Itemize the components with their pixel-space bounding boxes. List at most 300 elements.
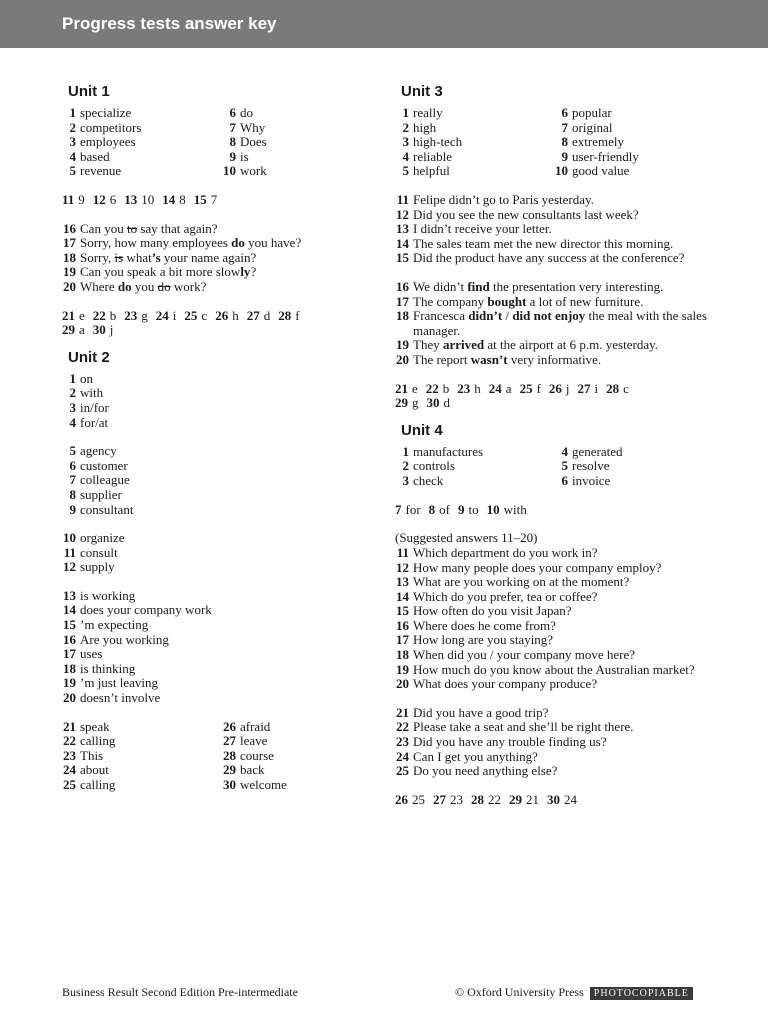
bold-word: ’s — [151, 249, 161, 265]
answer-item — [554, 135, 639, 150]
answer-number: 4 — [402, 148, 409, 164]
answer-item — [395, 648, 715, 663]
answer-number: 23 — [124, 307, 138, 323]
answer-pair — [62, 323, 85, 338]
answer-item — [395, 353, 715, 368]
bold-word: arrived — [442, 337, 485, 353]
answer-number: 26 — [223, 718, 236, 734]
answer-text: i — [172, 307, 177, 323]
answer-number: 6 — [229, 105, 236, 120]
answer-text: good value — [572, 163, 630, 179]
answer-text: to — [468, 501, 479, 517]
answer-item — [222, 749, 287, 764]
answer-text: competitors — [80, 119, 142, 135]
answer-text — [80, 250, 256, 265]
answer-text: uses — [80, 646, 103, 662]
answer-item — [395, 208, 715, 223]
answer-text — [80, 279, 206, 294]
answer-number: 25 — [519, 380, 533, 396]
answer-pair — [194, 193, 218, 208]
answer-pair — [509, 793, 539, 808]
answer-pair — [429, 503, 450, 518]
answer-text: Does — [240, 134, 267, 150]
footer-book-title: Business Result Second Edition Pre-intermediate — [62, 985, 298, 999]
answer-item — [62, 121, 141, 136]
answer-number: 4 — [561, 443, 568, 459]
answer-text: Do you need anything else? — [413, 763, 558, 779]
answer-number: 30 — [92, 322, 106, 338]
answer-number: 17 — [396, 293, 409, 309]
answer-text: 9 — [78, 192, 85, 207]
answer-number: 19 — [396, 661, 409, 677]
answer-text: invoice — [572, 472, 611, 488]
answer-number: 3 — [402, 472, 409, 488]
answer-pair — [433, 793, 463, 808]
answer-number: 26 — [548, 380, 562, 396]
text-run: work? — [170, 278, 207, 294]
answer-item — [395, 590, 715, 605]
answer-text: for — [405, 501, 421, 517]
text-run: Can you — [80, 220, 127, 236]
answer-item — [62, 691, 392, 706]
answer-text: b — [109, 307, 117, 323]
answer-number: 2 — [69, 119, 76, 135]
answer-item — [62, 676, 392, 691]
answer-text: ’m expecting — [80, 617, 149, 633]
answer-item — [62, 459, 392, 474]
answer-number: 4 — [69, 414, 76, 430]
answer-number: 9 — [69, 501, 76, 517]
answer-text — [80, 264, 256, 279]
answer-text: does your company work — [80, 602, 212, 618]
answer-item — [395, 121, 462, 136]
answer-text: based — [80, 148, 110, 164]
answer-item — [62, 503, 392, 518]
unit4-section-b — [395, 503, 715, 518]
answer-text: j — [109, 322, 114, 338]
answer-number: 17 — [63, 235, 76, 251]
answer-text: work — [240, 163, 267, 179]
unit2-section-b — [62, 444, 392, 517]
answer-text: 24 — [564, 791, 577, 807]
answer-item — [62, 280, 392, 295]
answer-number: 17 — [63, 646, 76, 662]
answer-text: agency — [80, 443, 117, 459]
answer-number: 8 — [428, 501, 436, 517]
answer-pair — [62, 309, 85, 324]
answer-number: 9 — [561, 148, 568, 164]
text-run: Sorry, how many employees — [80, 235, 232, 251]
answer-number: 27 — [577, 380, 591, 396]
answer-item — [62, 749, 115, 764]
answer-item — [62, 662, 392, 677]
answer-number: 19 — [63, 675, 76, 691]
answer-number: 6 — [69, 457, 76, 473]
answer-text — [413, 279, 663, 294]
answer-item — [395, 164, 462, 179]
answer-number: 15 — [396, 603, 409, 619]
answer-item — [395, 663, 715, 678]
answer-number: 17 — [396, 632, 409, 648]
answer-item — [554, 445, 623, 460]
answer-text: Why — [240, 119, 266, 135]
answer-number: 18 — [396, 308, 409, 324]
answer-text: resolve — [572, 458, 610, 474]
answer-number: 13 — [396, 574, 409, 590]
answer-number: 30 — [223, 777, 236, 792]
answer-item — [395, 193, 715, 208]
text-run: your name again? — [160, 249, 257, 265]
answer-text: calling — [80, 733, 116, 749]
answer-number: 14 — [63, 602, 76, 618]
answer-number: 13 — [63, 587, 76, 603]
answer-text: reliable — [413, 148, 452, 164]
answer-pair — [395, 503, 421, 518]
struck-word: do — [157, 278, 171, 294]
answer-text: calling — [80, 777, 116, 792]
answer-text: b — [442, 380, 450, 396]
answer-number: 23 — [396, 734, 409, 750]
answer-number: 3 — [69, 134, 76, 150]
answer-text: is working — [80, 587, 136, 603]
answer-pair — [471, 793, 501, 808]
unit1-section-c — [62, 222, 392, 295]
answer-pair — [184, 309, 207, 324]
answer-number: 5 — [561, 458, 568, 474]
answer-number: 11 — [63, 544, 76, 560]
answer-number: 1 — [402, 443, 409, 459]
answer-number: 15 — [63, 617, 76, 633]
answer-text: j — [565, 380, 570, 396]
text-run: a lot of new furniture. — [526, 293, 644, 309]
answer-text: manufactures — [413, 443, 484, 459]
answer-item — [395, 619, 715, 634]
answer-item — [395, 459, 483, 474]
answer-number: 2 — [402, 458, 409, 474]
answer-pair — [124, 193, 154, 208]
answer-pair — [458, 503, 479, 518]
answer-number: 16 — [63, 220, 76, 236]
answer-text: g — [412, 395, 419, 411]
answer-pair — [93, 193, 117, 208]
answer-number: 22 — [425, 380, 439, 396]
answer-text: This — [80, 747, 104, 763]
answer-item — [554, 121, 639, 136]
answer-number: 16 — [396, 617, 409, 633]
answer-number: 24 — [63, 762, 76, 778]
answer-item — [62, 251, 392, 266]
answer-number: 23 — [457, 380, 471, 396]
answer-item — [62, 546, 392, 561]
answer-item — [62, 603, 392, 618]
answer-item — [395, 251, 715, 266]
answer-item — [395, 706, 715, 721]
text-run: what — [123, 249, 152, 265]
answer-number: 22 — [92, 307, 106, 323]
answer-item — [62, 135, 141, 150]
answer-number: 24 — [396, 748, 409, 764]
answer-number: 13 — [124, 192, 138, 207]
answer-item — [395, 106, 462, 121]
answer-item — [62, 265, 392, 280]
answer-number: 11 — [396, 544, 409, 560]
answer-text: organize — [80, 530, 125, 546]
answer-number: 22 — [396, 719, 409, 735]
answer-number: 21 — [395, 380, 408, 396]
bold-word: find — [467, 278, 490, 294]
answer-number: 29 — [62, 322, 75, 338]
bold-word: ly — [240, 264, 251, 280]
answer-pair — [156, 309, 177, 324]
answer-item — [62, 647, 392, 662]
answer-number: 5 — [69, 443, 76, 459]
answer-number: 8 — [69, 486, 76, 502]
answer-item — [62, 473, 392, 488]
answer-text: How many people does your company employ? — [413, 559, 662, 575]
text-run: you — [131, 278, 158, 294]
answer-number: 29 — [395, 395, 408, 411]
answer-number: 10 — [486, 501, 500, 517]
unit4-heading: Unit 4 — [401, 421, 443, 439]
answer-text: Which department do you work in? — [413, 544, 598, 560]
answer-text: really — [413, 105, 443, 120]
answer-number: 14 — [162, 192, 176, 207]
text-run: We didn’t — [413, 278, 468, 294]
answer-number: 29 — [509, 791, 522, 807]
answer-text: do — [240, 105, 253, 120]
answer-item — [554, 474, 623, 489]
bold-word: did not enjoy — [512, 308, 586, 324]
answer-text: What are you working on at the moment? — [413, 574, 630, 590]
answer-text: on — [80, 370, 93, 386]
answer-item — [395, 677, 715, 692]
photocopiable-badge: PHOTOCOPIABLE — [590, 987, 693, 1000]
answer-number: 12 — [396, 559, 409, 575]
unit1-section-d-line1 — [62, 309, 392, 324]
answer-item — [62, 236, 392, 251]
answer-number: 30 — [547, 791, 560, 807]
answer-item — [395, 604, 715, 619]
answer-text: Please take a seat and she’ll be right there. — [413, 719, 634, 735]
answer-number: 11 — [62, 192, 75, 207]
answer-item — [62, 444, 392, 459]
answer-text: supplier — [80, 486, 122, 502]
answer-text: consult — [80, 544, 118, 560]
unit1-section-d-line2 — [62, 323, 392, 338]
bold-word: do — [231, 235, 245, 251]
answer-number: 25 — [396, 763, 409, 779]
answer-number: 20 — [396, 351, 409, 367]
answer-item — [395, 750, 715, 765]
answer-text: When did you / your company move here? — [413, 647, 636, 663]
unit4-suggested-note: (Suggested answers 11–20) — [395, 530, 538, 546]
answer-number: 18 — [63, 660, 76, 676]
answer-text: a — [79, 322, 85, 338]
answer-item — [62, 401, 392, 416]
answer-item — [62, 164, 141, 179]
left-column — [62, 82, 392, 793]
answer-item — [62, 778, 115, 793]
answer-number: 19 — [63, 264, 76, 280]
text-run: Francesca — [413, 308, 469, 324]
answer-text — [413, 294, 643, 309]
answer-text: 6 — [109, 192, 117, 207]
answer-text — [413, 352, 601, 367]
text-run: The company — [413, 293, 488, 309]
answer-pair — [547, 793, 577, 808]
answer-text: with — [80, 385, 104, 401]
answer-text: leave — [240, 733, 268, 749]
answer-text: course — [240, 747, 274, 763]
answer-text: high — [413, 119, 437, 135]
answer-item — [222, 763, 287, 778]
answer-number: 14 — [396, 235, 409, 251]
answer-item — [62, 763, 115, 778]
answer-item — [395, 575, 715, 590]
answer-item — [222, 734, 287, 749]
answer-number: 7 — [229, 119, 236, 135]
answer-number: 21 — [63, 718, 76, 734]
unit3-section-c — [395, 280, 715, 368]
answer-number: 24 — [155, 307, 169, 323]
answer-number: 21 — [396, 704, 409, 720]
answer-pair — [62, 193, 85, 208]
answer-text: I didn’t receive your letter. — [413, 221, 552, 237]
answer-pair — [606, 382, 629, 397]
answer-text: popular — [572, 105, 612, 120]
answer-item — [62, 386, 392, 401]
answer-item — [395, 295, 715, 310]
answer-item — [222, 164, 267, 179]
answer-item — [395, 280, 715, 295]
text-run: Sorry, — [80, 249, 115, 265]
answer-number: 28 — [606, 380, 620, 396]
text-run: / — [502, 308, 513, 324]
answer-pair — [520, 382, 541, 397]
answer-text: 22 — [488, 791, 501, 807]
answer-text: Can I get you anything? — [413, 748, 538, 764]
answer-text: is — [240, 148, 249, 164]
answer-text: is thinking — [80, 660, 136, 676]
answer-text: supply — [80, 559, 115, 575]
answer-item — [222, 106, 267, 121]
answer-item — [222, 150, 267, 165]
answer-pair — [162, 193, 186, 208]
answer-number: 28 — [471, 791, 484, 807]
answer-text: i — [594, 380, 599, 396]
answer-number: 29 — [223, 762, 236, 778]
answer-item — [395, 338, 715, 353]
answer-text: Did you see the new consultants last week? — [413, 206, 639, 222]
answer-pair — [395, 793, 425, 808]
answer-text: Felipe didn’t go to Paris yesterday. — [413, 192, 594, 207]
answer-text: 23 — [450, 791, 463, 807]
answer-text: How much do you know about the Australian market? — [413, 661, 695, 677]
answer-item — [395, 474, 483, 489]
answer-item — [62, 618, 392, 633]
answer-text: back — [240, 762, 265, 778]
answer-item — [62, 222, 392, 237]
answer-pair — [247, 309, 271, 324]
struck-word: is — [114, 249, 124, 265]
answer-number: 2 — [402, 119, 409, 135]
answer-text: 25 — [412, 791, 425, 807]
unit3-section-d-line1 — [395, 382, 715, 397]
answer-text: doesn’t involve — [80, 690, 161, 706]
answer-number: 15 — [193, 192, 207, 207]
answer-number: 11 — [396, 192, 409, 207]
answer-item — [395, 735, 715, 750]
answer-item — [62, 560, 392, 575]
answer-pair — [395, 382, 418, 397]
answer-item — [395, 720, 715, 735]
answer-text: d — [443, 395, 450, 411]
answer-number: 27 — [223, 733, 236, 749]
answer-number: 16 — [63, 631, 76, 647]
answer-item — [395, 445, 483, 460]
answer-number: 21 — [62, 307, 75, 323]
answer-text: original — [572, 119, 613, 135]
unit3-section-a — [395, 106, 715, 179]
unit1-section-a — [62, 106, 392, 179]
unit4-section-c — [395, 546, 715, 692]
struck-word: to — [126, 220, 138, 236]
unit4-section-a — [395, 445, 715, 489]
answer-pair — [487, 503, 527, 518]
answer-item — [62, 589, 392, 604]
answer-text: 10 — [141, 192, 155, 207]
answer-item — [62, 416, 392, 431]
answer-number: 15 — [396, 250, 409, 266]
answer-text — [413, 337, 658, 352]
answer-number: 3 — [69, 399, 76, 415]
answer-item — [395, 150, 462, 165]
answer-number: 27 — [433, 791, 446, 807]
bold-word: didn’t — [468, 308, 503, 324]
answer-number: 2 — [69, 385, 76, 401]
answer-number: 7 — [561, 119, 568, 135]
answer-text: a — [505, 380, 512, 396]
unit4-section-d — [395, 706, 715, 779]
answer-text: of — [439, 501, 451, 517]
answer-item — [554, 459, 623, 474]
text-run: at the airport at 6 p.m. yesterday. — [484, 337, 658, 353]
answer-text: g — [141, 307, 148, 323]
answer-item — [395, 237, 715, 252]
answer-number: 7 — [69, 472, 76, 488]
text-run: the meal with the sales manager. — [413, 308, 707, 338]
answer-text: employees — [80, 134, 136, 150]
answer-text: in/for — [80, 399, 109, 415]
answer-item — [554, 150, 639, 165]
answer-number: 26 — [395, 791, 408, 807]
answer-number: 9 — [458, 501, 465, 517]
unit4-section-e — [395, 793, 715, 808]
answer-text: revenue — [80, 163, 122, 179]
answer-item — [62, 720, 115, 735]
unit3-section-b — [395, 193, 715, 266]
unit2-section-e — [62, 720, 392, 793]
text-run: Can you speak a bit more slow — [80, 264, 241, 280]
answer-number: 1 — [69, 370, 76, 386]
answer-text: user-friendly — [572, 148, 639, 164]
answer-item — [554, 164, 639, 179]
text-run: They — [413, 337, 443, 353]
answer-text: extremely — [572, 134, 624, 150]
answer-text: Are you working — [80, 631, 169, 647]
answer-text: about — [80, 762, 109, 778]
bold-word: wasn’t — [470, 351, 508, 367]
